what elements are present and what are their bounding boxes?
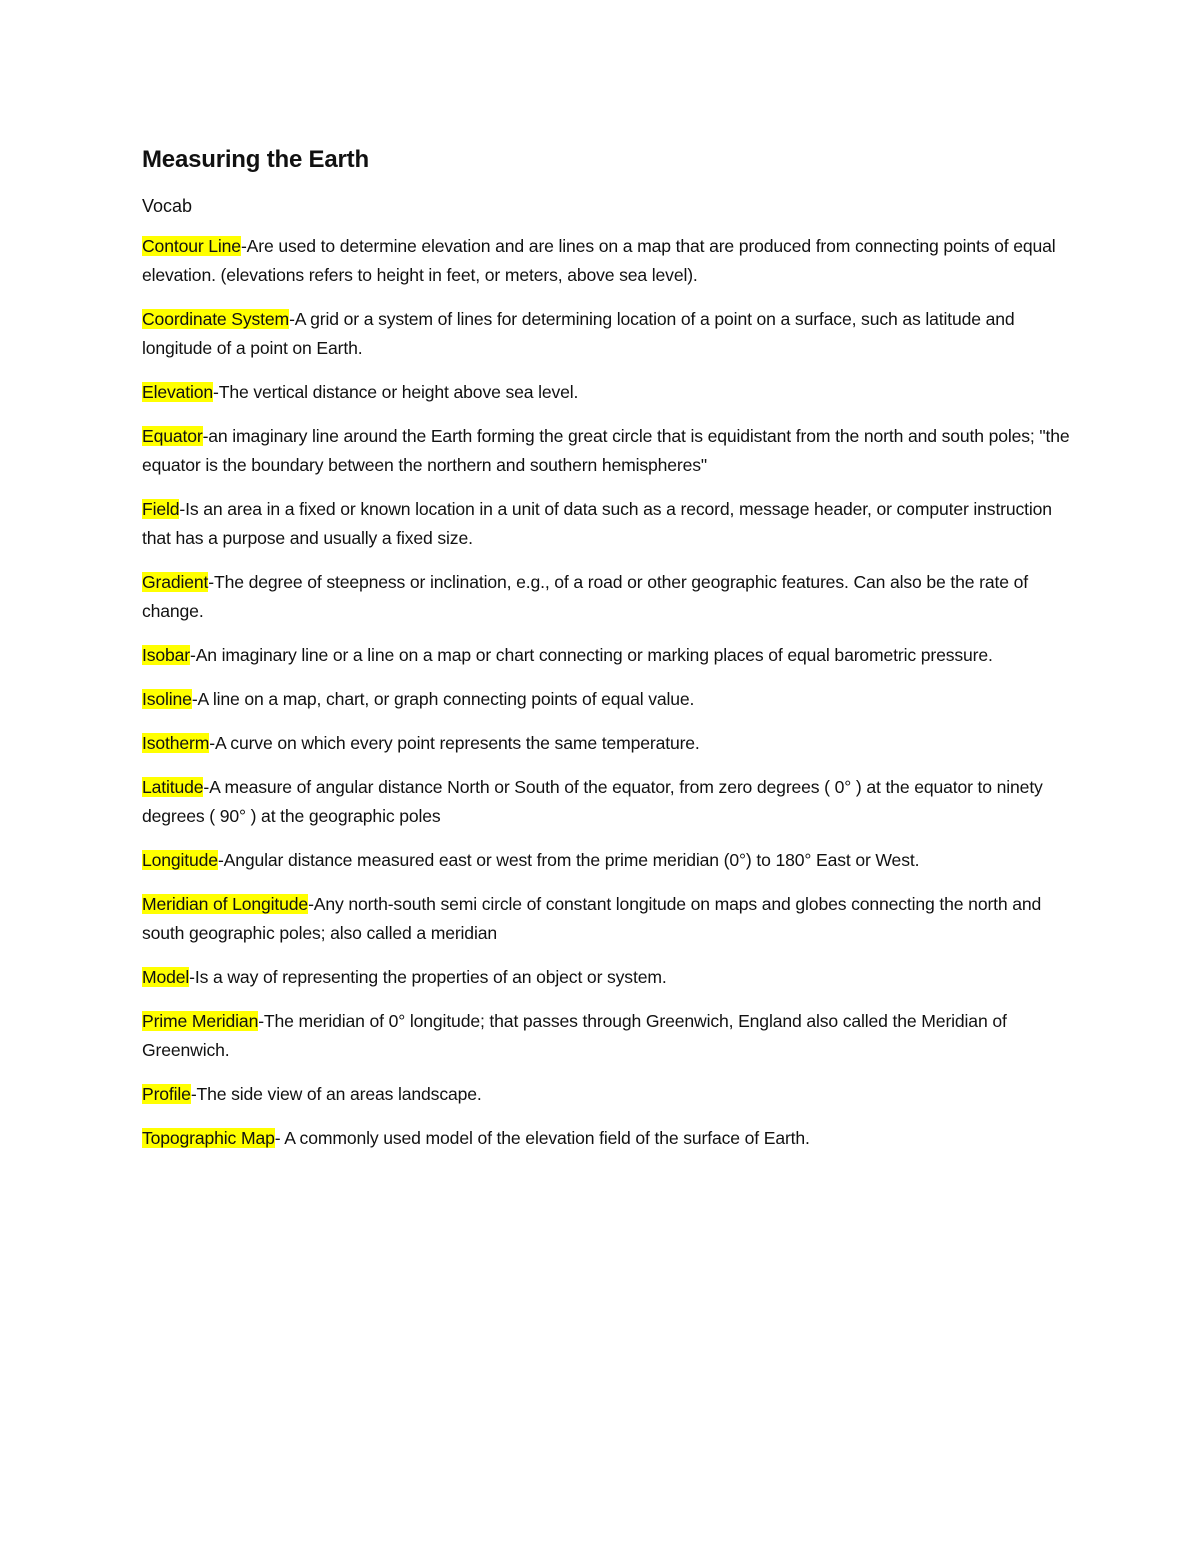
document-subtitle: Vocab <box>142 196 193 216</box>
vocab-definition: -an imaginary line around the Earth forming the great circle that is equidistant from the north and south poles; "the equator is the boundary between the northern and southern hemispheres" <box>142 426 1070 475</box>
vocab-definition: - A commonly used model of the elevation field of the surface of Earth. <box>274 1128 810 1148</box>
vocab-term: Topographic Map <box>142 1128 275 1148</box>
vocab-term: Model <box>142 967 190 987</box>
vocab-entry <box>142 729 1072 758</box>
vocab-term: Prime Meridian <box>142 1011 259 1031</box>
vocab-term: Field <box>142 499 180 519</box>
vocab-definition: -Is an area in a fixed or known location in a unit of data such as a record, message header, or computer instruction that has a purpose and usually a fixed size. <box>142 499 1052 548</box>
vocab-definition: -Angular distance measured east or west from the prime meridian (0°) to 180° East or West. <box>217 850 920 870</box>
vocab-entry <box>142 890 1072 948</box>
document-title: Measuring the Earth <box>142 146 369 173</box>
vocab-definition: -An imaginary line or a line on a map or chart connecting or marking places of equal barometric pressure. <box>190 645 993 665</box>
vocab-term: Latitude <box>142 777 204 797</box>
vocab-entry <box>142 568 1072 626</box>
vocab-entry <box>142 422 1072 480</box>
vocab-entry <box>142 1007 1072 1065</box>
vocab-definition: -The degree of steepness or inclination, e.g., of a road or other geographic features. Can also be the rate of change. <box>142 572 1029 621</box>
vocab-definition: -A grid or a system of lines for determining location of a point on a surface, such as latitude and longitude of a point on Earth. <box>142 309 1015 358</box>
vocab-definition: -A line on a map, chart, or graph connecting points of equal value. <box>191 689 695 709</box>
vocab-entry <box>142 495 1072 553</box>
vocab-definition: -The side view of an areas landscape. <box>190 1084 482 1104</box>
vocab-term: Gradient <box>142 572 209 592</box>
vocab-entry <box>142 1080 1072 1109</box>
vocab-entry <box>142 232 1072 290</box>
vocab-definition: -A measure of angular distance North or South of the equator, from zero degrees ( 0° ) at the equator to ninety degrees ( 90° ) at the geographic poles <box>142 777 1043 826</box>
vocab-list <box>142 232 1072 1153</box>
vocab-definition: -The meridian of 0° longitude; that passes through Greenwich, England also called the Meridian of Greenwich. <box>142 1011 1007 1060</box>
vocab-definition: -The vertical distance or height above sea level. <box>213 382 579 402</box>
vocab-entry <box>142 846 1072 875</box>
vocab-entry <box>142 378 1072 407</box>
vocab-term: Isotherm <box>142 733 210 753</box>
vocab-definition: -A curve on which every point represents the same temperature. <box>209 733 700 753</box>
vocab-entry <box>142 1124 1072 1153</box>
vocab-definition: -Is a way of representing the properties of an object or system. <box>189 967 667 987</box>
vocab-term: Elevation <box>142 382 214 402</box>
vocab-term: Contour Line <box>142 236 241 256</box>
vocab-definition: -Any north-south semi circle of constant longitude on maps and globes connecting the north and south geographic poles; also called a meridian <box>142 894 1042 943</box>
vocab-definition: -Are used to determine elevation and are lines on a map that are produced from connecting points of equal elevation. (elevations refers to height in feet, or meters, above sea level). <box>142 236 1056 285</box>
vocab-entry <box>142 773 1072 831</box>
vocab-term: Longitude <box>142 850 218 870</box>
vocab-term: Profile <box>142 1084 191 1104</box>
vocab-term: Coordinate System <box>142 309 290 329</box>
vocab-term: Equator <box>142 426 203 446</box>
vocab-entry <box>142 963 1072 992</box>
vocab-term: Meridian of Longitude <box>142 894 309 914</box>
vocab-term: Isobar <box>142 645 190 665</box>
vocab-entry <box>142 685 1072 714</box>
vocab-entry <box>142 305 1072 363</box>
document-page <box>142 140 1072 1168</box>
vocab-entry <box>142 641 1072 670</box>
vocab-term: Isoline <box>142 689 192 709</box>
